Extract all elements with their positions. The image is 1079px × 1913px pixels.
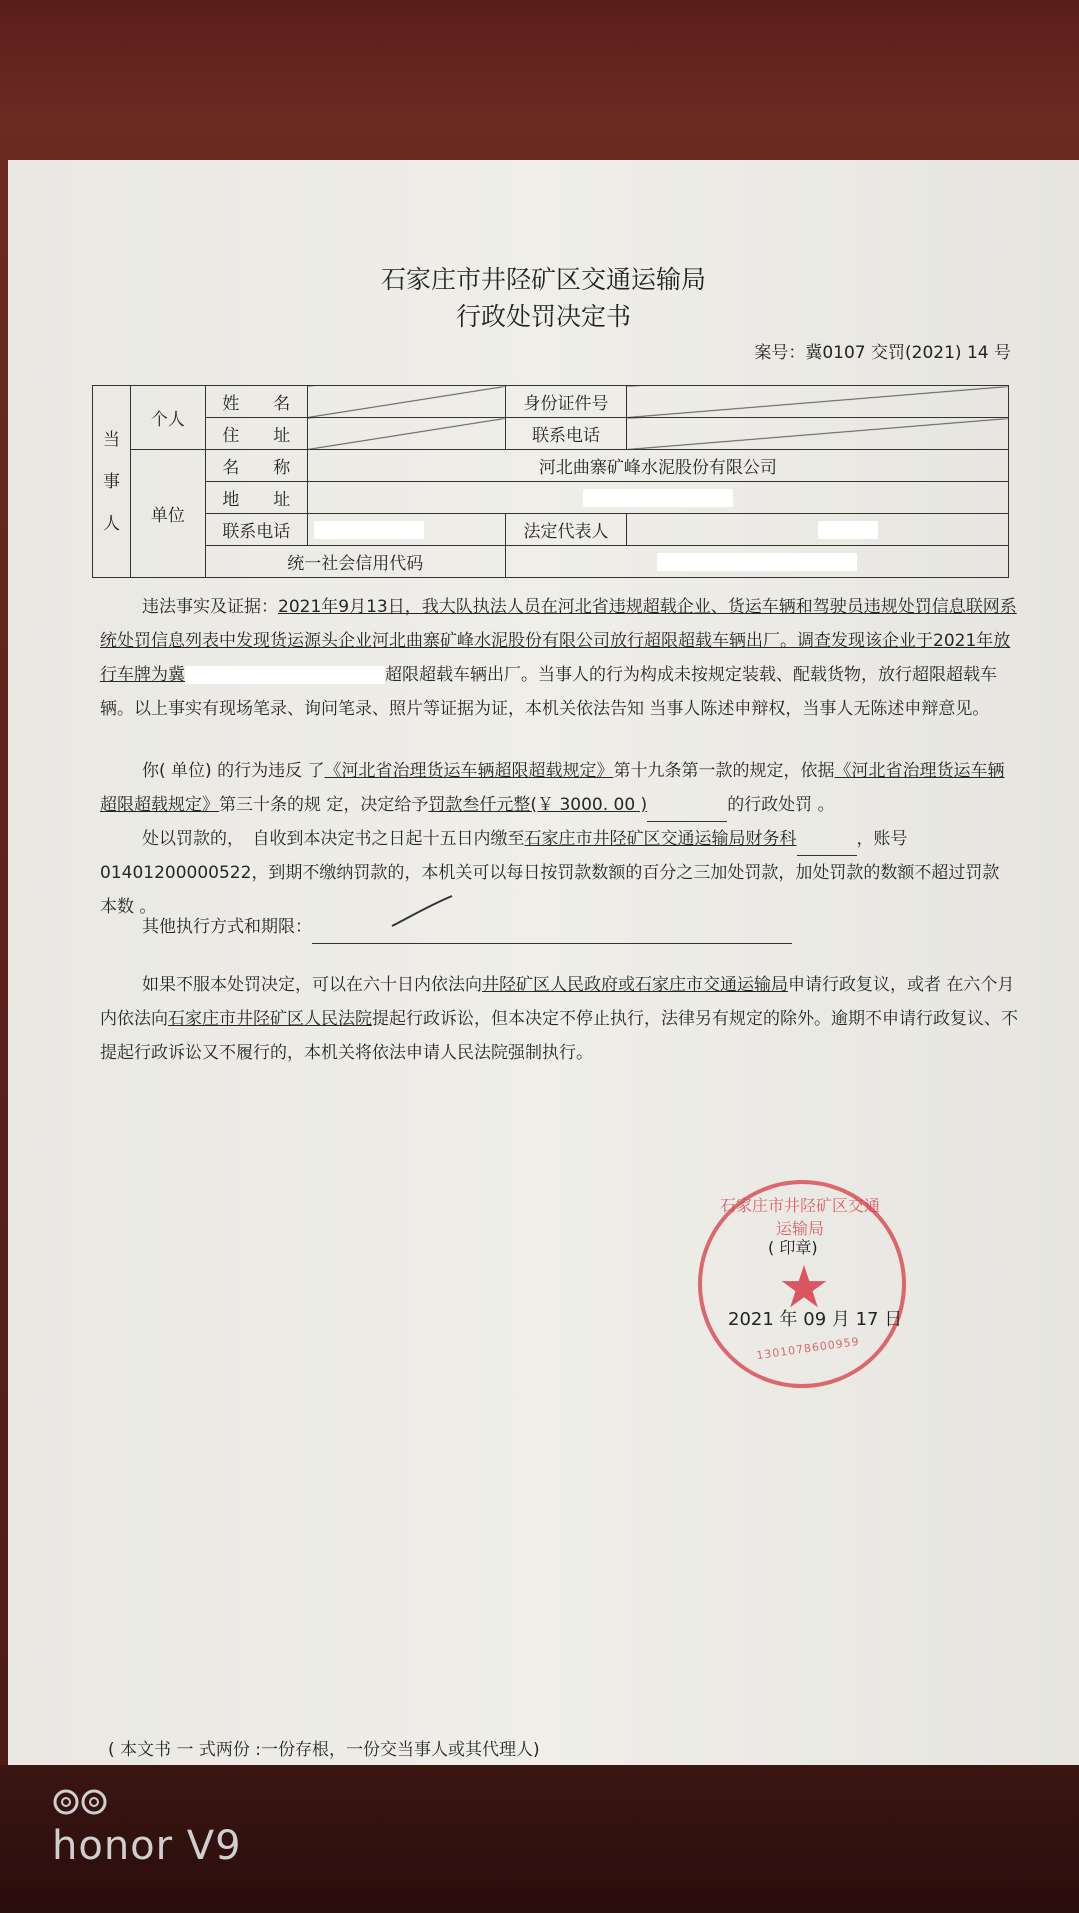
redaction-mark [818,521,878,539]
case-number: 案号：冀0107 交罚(2021) 14 号 [754,343,1011,363]
payment-text-3: ，到期不缴纳罚款的，本机关可以每日按罚款数额的百分之三加处罚款，加处罚款的数额不超过罚款 本数 。 [100,863,1000,917]
footnote: ( 本文书 一 式两份 :一份存根，一份交当事人或其代理人) [108,1740,540,1760]
redaction-mark [657,553,857,571]
redaction-mark [314,521,424,539]
unit-phone-label: 联系电话 [205,514,307,546]
personal-name-value [307,386,505,418]
appeal-text-1: 如果不服本处罚决定，可以在六十日内依法向 [142,975,482,995]
unit-phone-value [307,514,505,546]
unit-credit-value [505,546,1008,578]
appeal-text-2: 申请行政复议，或者 在六个月内依法向 [100,975,1015,1029]
document-title: 行政处罚决定书 [455,302,631,331]
personal-address-label: 住 址 [205,418,307,450]
payment-paragraph [100,822,1020,924]
fill-line [312,943,792,944]
personal-address-value [307,418,505,450]
document-paper [8,160,1079,1765]
honor-rings-icon [52,1785,112,1819]
personal-phone-label: 联系电话 [505,418,627,450]
party-side-label: 当 事 人 [93,386,131,578]
violation-text-2: 第十九条第一款的规定，依据 [613,761,835,781]
personal-label: 个人 [130,386,205,450]
violation-paragraph [100,754,1020,822]
decision-date: 2021 年 09 月 17 日 [728,1309,903,1330]
seal-label: ( 印章) [768,1238,818,1257]
penalty-amount: 罚款叁仟元整(￥ 3000. 00 ) [428,795,648,815]
violated-regulation: 《河北省治理货运车辆超限超载规定》 [324,761,614,781]
payment-payee: 石家庄市井陉矿区交通运输局财务科 [524,829,797,849]
facts-paragraph [100,590,1020,726]
personal-id-label: 身份证件号 [505,386,627,418]
seal-number: 1301078600959 [755,1334,861,1363]
personal-name-label: 姓 名 [205,386,307,418]
personal-phone-value [627,418,1009,450]
unit-address-label: 地 址 [205,482,307,514]
personal-id-value [627,386,1009,418]
facts-lead: 违法事实及证据： [142,597,278,617]
appeal-court: 石家庄市井陉矿区人民法院 [168,1009,372,1029]
unit-credit-label: 统一社会信用代码 [205,546,505,578]
star-icon: ★ [778,1253,830,1321]
payment-text-1: 处以罚款的， 自收到本决定书之日起十五日内缴至 [142,829,525,849]
party-table [92,385,1009,578]
unit-name-value: 河北曲寨矿峰水泥股份有限公司 [307,450,1008,482]
other-execution-label: 其他执行方式和期限： [142,917,312,937]
fill-line [797,855,857,856]
agency-title: 石家庄市井陉矿区交通运输局 [380,265,706,294]
payment-text-2: ，账号 [856,829,908,849]
pen-stroke [388,892,458,932]
facts-text-tail: 超限超载车辆出厂。当事人的行为构成未按规定装载、配载货物，放行超限超载车辆。以上事实有现场笔录、询问笔录、照片等证据为证，本机关依法告知 当事人陈述申辩权，当事人无陈述申辩意见。 [100,665,997,719]
violation-text-1: 你( 单位) 的行为违反 了 [142,761,325,781]
unit-name-label: 名 称 [205,450,307,482]
redaction-mark [583,489,733,507]
facts-text: 2021年9月13日，我大队执法人员在河北省违规超载企业、货运车辆和驾驶员违规处罚信息联网系统处罚信息列表中发现货运源头企业河北曲寨矿峰水泥股份有限公司放行超限超载车辆出厂。调查发现该企业于2021年放行车牌为冀 [100,597,1017,685]
unit-rep-label: 法定代表人 [505,514,627,546]
seal-ring-text: 石家庄市井陉矿区交通运输局 [719,1196,880,1238]
appeal-text-3: 提起行政诉讼，但本决定不停止执行，法律另有规定的除外。逾期不申请行政复议、不提起行政诉讼又不履行的，本机关将依法申请人民法院强制执行。 [100,1009,1018,1063]
appeal-paragraph [100,968,1020,1070]
violation-text-3: 第三十条的规 定，决定给予 [219,795,429,815]
unit-label: 单位 [130,450,205,578]
basis-regulation: 《河北省治理货运车辆超限超载规定》 [100,761,1005,815]
redaction-mark [185,666,385,684]
other-paragraph [100,910,1020,944]
appeal-authority: 井陉矿区人民政府或石家庄市交通运输局 [482,975,788,995]
unit-address-value [307,482,1008,514]
unit-rep-value [627,514,1009,546]
brand-text: honor V9 [52,1823,242,1869]
violation-text-4: 的行政处罚 。 [727,795,835,815]
payment-account: 01401200000522 [100,863,252,883]
